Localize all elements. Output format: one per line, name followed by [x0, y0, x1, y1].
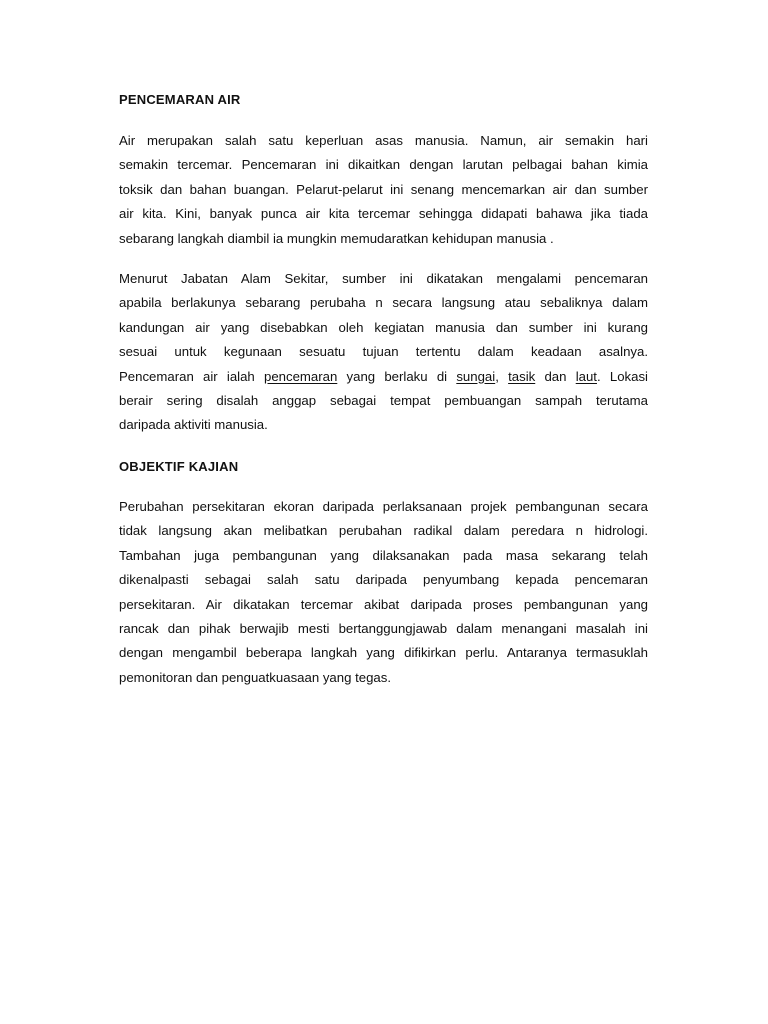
text-span: yang berlaku di [337, 368, 457, 384]
paragraph-definition [119, 267, 648, 438]
text-line: Tambahan juga pembangunan yang dilaksanakan pada masa sekarang telah [119, 547, 648, 563]
text-line: tidak langsung akan melibatkan perubahan radikal dalam peredara n hidrologi. [119, 523, 648, 539]
text-span: dan [535, 368, 576, 384]
text-line: daripada aktiviti manusia. [119, 417, 268, 433]
text-line: semakin tercemar. Pencemaran ini dikaitkan dengan larutan pelbagai bahan kimia [119, 157, 648, 173]
text-line: sebarang langkah diambil ia mungkin memudaratkan kehidupan manusia . [119, 230, 554, 246]
text-line: pemonitoran dan penguatkuasaan yang tegas. [119, 669, 392, 685]
section-heading-objektif-kajian: OBJEKTIF KAJIAN [119, 459, 239, 474]
text-line-with-links [119, 365, 648, 389]
text-line: kandungan air yang disebabkan oleh kegiatan manusia dan sumber ini kurang [119, 319, 648, 335]
paragraph-objektif [119, 495, 648, 690]
link-laut[interactable]: laut [575, 368, 597, 384]
text-line: apabila berlakunya sebarang perubaha n secara langsung atau sebaliknya dalam [119, 295, 648, 311]
text-line: persekitaran. Air dikatakan tercemar akibat daripada proses pembangunan yang [119, 596, 648, 612]
text-span: , [495, 368, 509, 384]
text-line: Menurut Jabatan Alam Sekitar, sumber ini dikatakan mengalami pencemaran [119, 271, 648, 286]
text-line: dengan mengambil beberapa langkah yang difikirkan perlu. Antaranya termasuklah [119, 645, 648, 661]
text-line: sesuai untuk kegunaan sesuatu tujuan tertentu dalam keadaan asalnya. [119, 344, 648, 360]
text-line: toksik dan bahan buangan. Pelarut-pelarut ini senang mencemarkan air dan sumber [119, 181, 648, 197]
link-sungai[interactable]: sungai [456, 368, 496, 384]
text-line: rancak dan pihak berwajib mesti bertanggungjawab dalam menangani masalah ini [119, 620, 648, 636]
text-line: Perubahan persekitaran ekoran daripada perlaksanaan projek pembangunan secara [119, 499, 648, 514]
link-pencemaran[interactable]: pencemaran [263, 368, 338, 384]
text-span: Pencemaran air ialah [119, 368, 264, 384]
section-heading-pencemaran-air: PENCEMARAN AIR [119, 92, 241, 107]
text-line: air kita. Kini, banyak punca air kita tercemar sehingga didapati bahawa jika tiada [119, 206, 648, 222]
link-tasik[interactable]: tasik [508, 368, 536, 384]
paragraph-intro [119, 129, 648, 251]
text-line: Air merupakan salah satu keperluan asas manusia. Namun, air semakin hari [119, 133, 648, 148]
text-line: berair sering disalah anggap sebagai tempat pembuangan sampah terutama [119, 392, 648, 408]
text-line: dikenalpasti sebagai salah satu daripada penyumbang kepada pencemaran [119, 572, 648, 588]
text-span: . Lokasi [596, 368, 648, 384]
